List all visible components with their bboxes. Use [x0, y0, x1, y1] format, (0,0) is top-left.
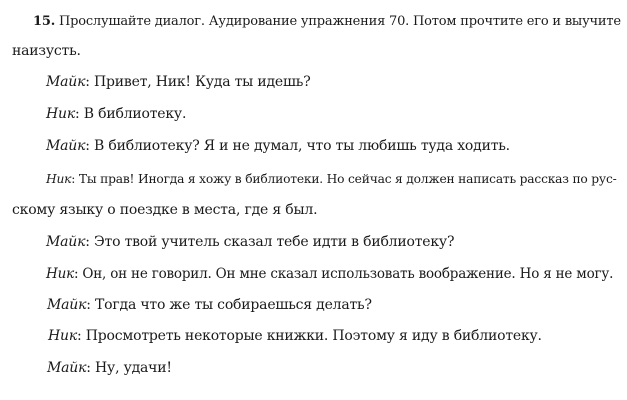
speaker-name: Майк: [46, 234, 86, 250]
dialogue-line: [47, 359, 172, 377]
dialogue-text: : В библиотеку? Я и не думал, что ты любишь туда ходить.: [85, 138, 510, 154]
dialogue-line: [48, 327, 542, 345]
speaker-name: Майк: [47, 297, 87, 313]
dialogue-text: : Ну, удачи!: [86, 360, 172, 376]
dialogue-line: [46, 170, 617, 188]
dialogue-line: [46, 265, 613, 283]
dialogue-text: : Ты прав! Иногда я хожу в библиотеки. Но сейчас я должен написать рассказ по рус-: [71, 172, 617, 186]
exercise-instruction-continuation: наизусть.: [12, 43, 81, 59]
dialogue-line-continuation: скому языку о поездке в места, где я был.: [12, 202, 318, 218]
dialogue-line: [47, 296, 372, 314]
speaker-name: Ник: [46, 106, 75, 122]
dialogue-text: : В библиотеку.: [75, 106, 187, 122]
dialogue-text: : Тогда что же ты собираешься делать?: [86, 297, 372, 313]
dialogue-text: : Привет, Ник! Куда ты идешь?: [85, 74, 311, 90]
speaker-name: Майк: [46, 138, 86, 154]
dialogue-text: : Это твой учитель сказал тебе идти в библиотеку?: [85, 234, 455, 250]
exercise-heading: [33, 13, 621, 31]
speaker-name: Ник: [48, 328, 77, 344]
speaker-name: Ник: [46, 172, 72, 186]
speaker-name: Майк: [47, 360, 87, 376]
dialogue-line: [46, 137, 510, 155]
dialogue-line: [46, 73, 311, 91]
dialogue-line: [46, 233, 454, 251]
exercise-number: 15.: [33, 14, 56, 29]
dialogue-line: [46, 105, 186, 123]
exercise-instruction: Прослушайте диалог. Аудирование упражнения 70. Потом прочтите его и выучите: [58, 14, 621, 29]
dialogue-text: : Просмотреть некоторые книжки. Поэтому я иду в библиотеку.: [77, 328, 542, 344]
dialogue-text: : Он, он не говорил. Он мне сказал использовать воображение. Но я не могу.: [73, 266, 614, 282]
speaker-name: Майк: [46, 74, 86, 90]
speaker-name: Ник: [46, 266, 74, 282]
